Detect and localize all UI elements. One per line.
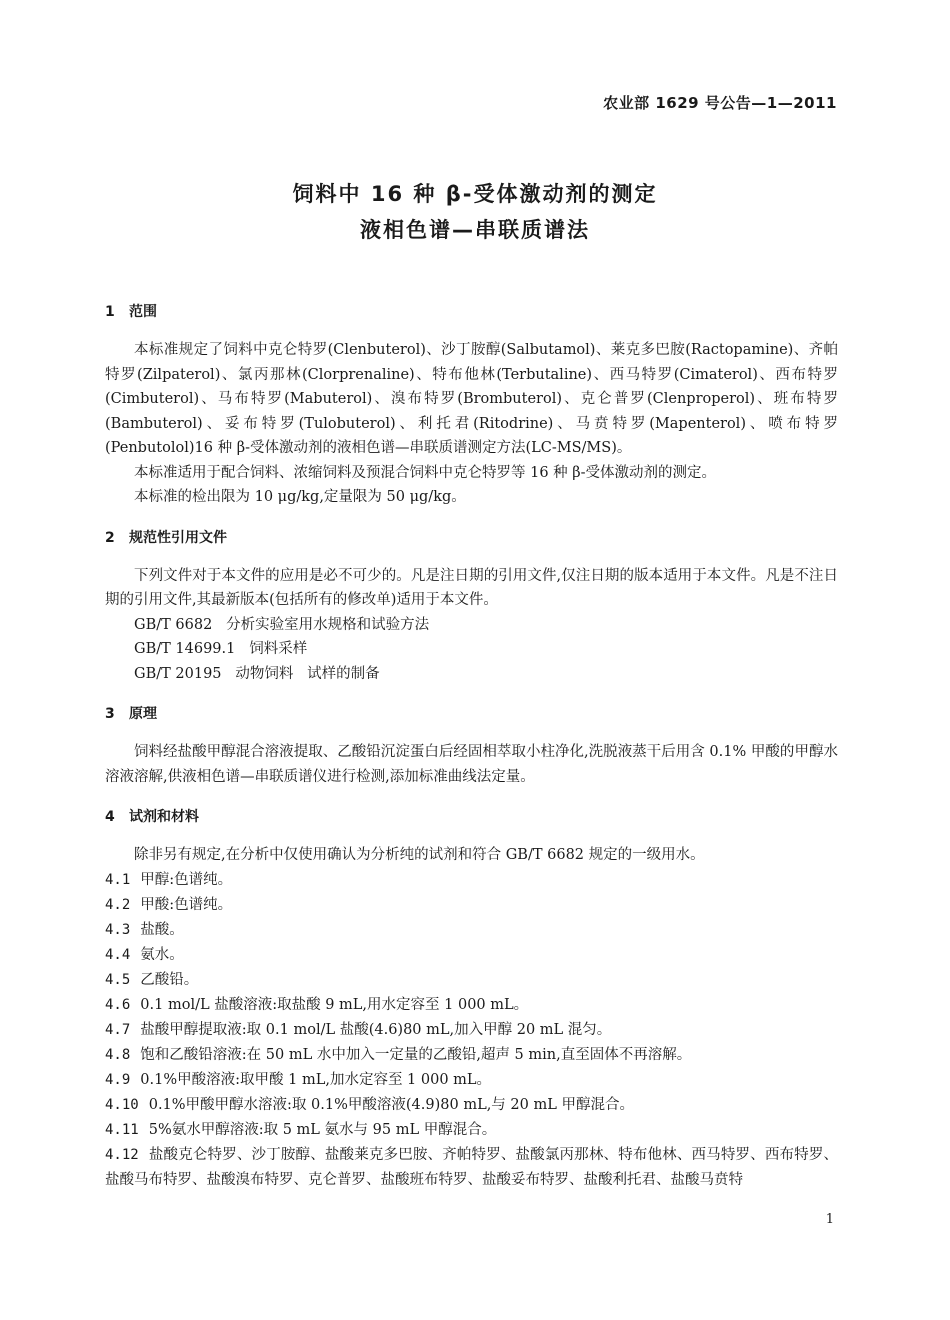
document-title-line2: 液相色谱—串联质谱法	[360, 218, 590, 242]
list-item: 4.11 5%氨水甲醇溶液:取 5 mL 氨水与 95 mL 甲醇混合。	[105, 1121, 497, 1138]
paragraph: 除非另有规定,在分析中仅使用确认为分析纯的试剂和符合 GB/T 6682 规定的一级用水。	[134, 847, 705, 863]
section-heading-reagents: 4 试剂和材料	[105, 809, 199, 825]
paragraph: 本标准适用于配合饲料、浓缩饲料及预混合饲料中克仑特罗等 16 种 β-受体激动剂的测定。	[134, 464, 717, 481]
list-item: 4.8 饱和乙酸铅溶液:在 50 mL 水中加入一定量的乙酸铅,超声 5 min,直至固体不再溶解。	[105, 1046, 692, 1063]
section-heading-normative-references: 2 规范性引用文件	[105, 529, 227, 546]
list-item: 4.3 盐酸。	[105, 921, 184, 938]
reference-item: GB/T 6682 分析实验室用水规格和试验方法	[134, 616, 430, 633]
paragraph: 本标准规定了饲料中克仑特罗(Clenbuterol)、沙丁胺醇(Salbutamol)、莱克多巴胺(Ractopamine)、齐帕特罗(Zilpaterol)、氯丙那林(Clorprenaline)、特布他林(Terbutaline)、西马特罗(Cimaterol)、西布特罗(Cimbuterol)、马布特罗(Mabuterol)、溴布特罗(Brombuterol)、克仑普罗(Clenproperol)、班布特罗(Bambuterol)、妥布特罗(Tulobuterol)、利托君(Ritodrine)、马贲特罗(Mapenterol)、喷布特罗(Penbutolol)16 种 β-受体激动剂的液相色谱—串联质谱测定方法(LC-MS/MS)。	[105, 342, 838, 456]
section-heading-scope: 1 范围	[105, 304, 157, 320]
reference-item: GB/T 14699.1 饲料采样	[134, 641, 308, 657]
list-item: 4.1 甲醇:色谱纯。	[105, 871, 233, 888]
standard-code: 农业部 1629 号公告—1—2011	[603, 94, 837, 112]
list-item: 4.9 0.1%甲酸溶液:取甲酸 1 mL,加水定容至 1 000 mL。	[105, 1071, 492, 1088]
page-number: 1	[825, 1212, 834, 1227]
list-item: 4.10 0.1%甲酸甲醇水溶液:取 0.1%甲酸溶液(4.9)80 mL,与 20 mL 甲醇混合。	[105, 1096, 634, 1113]
list-item: 4.4 氨水。	[105, 946, 184, 963]
paragraph: 本标准的检出限为 10 μg/kg,定量限为 50 μg/kg。	[134, 489, 466, 505]
reference-item: GB/T 20195 动物饲料 试样的制备	[134, 665, 380, 682]
document-title-line1: 饲料中 16 种 β-受体激动剂的测定	[292, 182, 658, 206]
list-item: 4.12 盐酸克仑特罗、沙丁胺醇、盐酸莱克多巴胺、齐帕特罗、盐酸氯丙那林、特布他林、西马特罗、西布特罗、盐酸马布特罗、盐酸溴布特罗、克仑普罗、盐酸班布特罗、盐酸妥布特罗、盐酸利托君、盐酸马贲特	[105, 1146, 838, 1188]
list-item: 4.6 0.1 mol/L 盐酸溶液:取盐酸 9 mL,用水定容至 1 000 mL。	[105, 996, 529, 1013]
document-body	[105, 300, 838, 1193]
paragraph: 下列文件对于本文件的应用是必不可少的。凡是注日期的引用文件,仅注日期的版本适用于本文件。凡是不注日期的引用文件,其最新版本(包括所有的修改单)适用于本文件。	[105, 567, 838, 608]
section-heading-principle: 3 原理	[105, 706, 157, 722]
list-item: 4.7 盐酸甲醇提取液:取 0.1 mol/L 盐酸(4.6)80 mL,加入甲醇 20 mL 混匀。	[105, 1021, 612, 1038]
list-item: 4.5 乙酸铅。	[105, 971, 199, 988]
list-item: 4.2 甲酸:色谱纯。	[105, 896, 233, 913]
paragraph: 饲料经盐酸甲醇混合溶液提取、乙酸铅沉淀蛋白后经固相萃取小柱净化,洗脱液蒸干后用含 0.1% 甲酸的甲醇水溶液溶解,供液相色谱—串联质谱仪进行检测,添加标准曲线法定量。	[105, 744, 838, 785]
